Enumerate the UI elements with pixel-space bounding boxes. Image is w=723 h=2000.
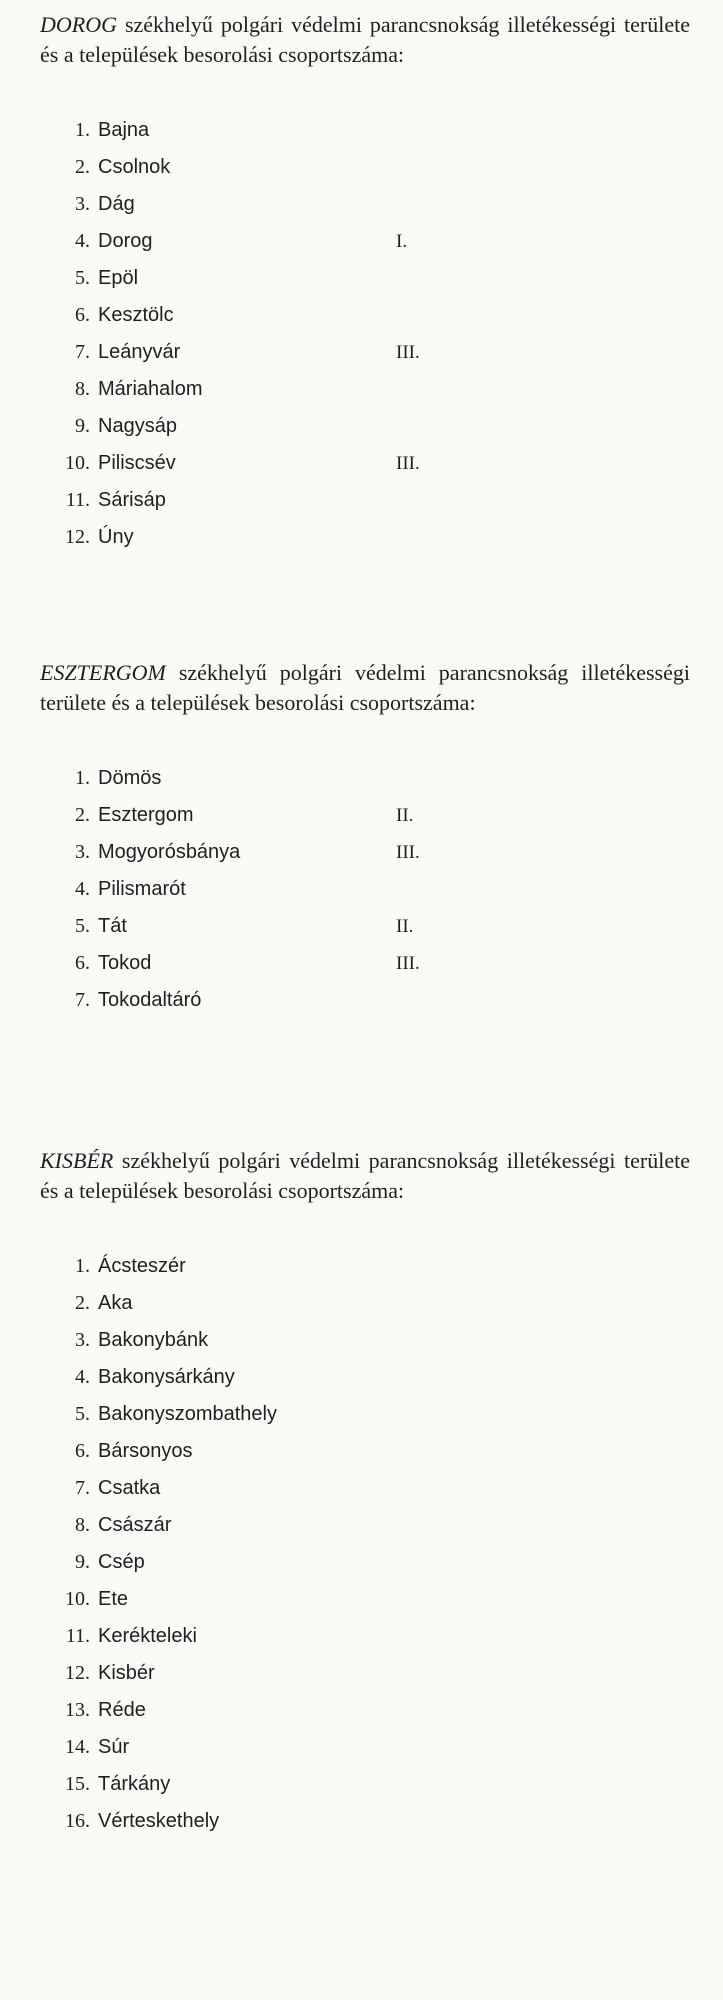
item-number: 5. (75, 915, 90, 937)
settlement-name: Csolnok (98, 156, 171, 178)
group-number: III. (396, 842, 420, 863)
settlement-name: Sárisáp (98, 489, 166, 511)
item-number: 7. (75, 1477, 90, 1499)
settlement-name: Súr (98, 1736, 130, 1758)
settlement-name: Pilismarót (98, 878, 186, 900)
settlement-name: Bakonybánk (98, 1329, 209, 1351)
list-item (54, 1803, 484, 1840)
list-item (54, 223, 484, 260)
list-item (54, 334, 484, 371)
settlement-name: Dömös (98, 767, 162, 789)
item-number: 13. (65, 1699, 90, 1721)
item-number: 6. (75, 1440, 90, 1462)
list-item (54, 186, 484, 223)
item-number: 4. (75, 1366, 90, 1388)
item-number: 9. (75, 415, 90, 437)
item-number: 2. (75, 804, 90, 826)
list-item (54, 149, 484, 186)
group-number: III. (396, 453, 420, 474)
settlement-list (54, 760, 484, 1019)
settlement-name: Császár (98, 1514, 172, 1536)
settlement-name: Máriahalom (98, 378, 203, 400)
settlement-name: Réde (98, 1699, 146, 1721)
seat-name: DOROG (40, 12, 117, 37)
list-item (54, 797, 484, 834)
list-item (54, 1544, 484, 1581)
section-dorog (40, 10, 690, 556)
item-number: 6. (75, 952, 90, 974)
settlement-name: Úny (98, 526, 134, 548)
item-number: 1. (75, 1255, 90, 1277)
settlement-name: Bakonysárkány (98, 1366, 235, 1388)
settlement-name: Mogyorósbánya (98, 841, 241, 863)
item-number: 8. (75, 378, 90, 400)
item-number: 16. (65, 1810, 90, 1832)
list-item (54, 1248, 484, 1285)
settlement-name: Kisbér (98, 1662, 155, 1684)
settlement-name: Bakonyszombathely (98, 1403, 277, 1425)
list-item (54, 112, 484, 149)
list-item (54, 1655, 484, 1692)
item-number: 1. (75, 767, 90, 789)
settlement-name: Aka (98, 1292, 133, 1314)
settlement-name: Ete (98, 1588, 129, 1610)
item-number: 12. (65, 1662, 90, 1684)
settlement-name: Dág (98, 193, 135, 215)
item-number: 5. (75, 1403, 90, 1425)
settlement-name: Kesztölc (98, 304, 174, 326)
group-number: III. (396, 342, 420, 363)
item-number: 15. (65, 1773, 90, 1795)
settlement-name: Kerékteleki (98, 1625, 197, 1647)
item-number: 10. (65, 1588, 90, 1610)
item-number: 7. (75, 341, 90, 363)
group-number: II. (396, 916, 414, 937)
heading-text: székhelyű polgári védelmi parancsnokság illetékességi területe és a települések besorolási csoportszáma: (40, 12, 690, 67)
seat-name: ESZTERGOM (40, 660, 166, 685)
list-item (54, 445, 484, 482)
section-heading (40, 10, 690, 70)
list-item (54, 1396, 484, 1433)
list-item (54, 834, 484, 871)
settlement-name: Nagysáp (98, 415, 177, 437)
item-number: 2. (75, 156, 90, 178)
list-item (54, 1581, 484, 1618)
item-number: 6. (75, 304, 90, 326)
settlement-name: Tárkány (98, 1773, 171, 1795)
settlement-name: Csép (98, 1551, 145, 1573)
settlement-name: Esztergom (98, 804, 194, 826)
list-item (54, 1359, 484, 1396)
heading-text: székhelyű polgári védelmi parancsnokság illetékességi területe és a települések besorolási csoportszáma: (40, 1148, 690, 1203)
settlement-name: Bársonyos (98, 1440, 193, 1462)
list-item (54, 482, 484, 519)
list-item (54, 1618, 484, 1655)
section-heading (40, 1146, 690, 1206)
list-item (54, 1433, 484, 1470)
settlement-name: Bajna (98, 119, 150, 141)
list-item (54, 371, 484, 408)
list-item (54, 982, 484, 1019)
seat-name: KISBÉR (40, 1148, 114, 1173)
settlement-name: Tokodaltáró (98, 989, 202, 1011)
list-item (54, 260, 484, 297)
item-number: 3. (75, 1329, 90, 1351)
list-item (54, 760, 484, 797)
settlement-name: Csatka (98, 1477, 161, 1499)
list-item (54, 297, 484, 334)
section-heading (40, 658, 690, 718)
item-number: 14. (65, 1736, 90, 1758)
list-item (54, 1285, 484, 1322)
settlement-name: Tokod (98, 952, 152, 974)
list-item (54, 871, 484, 908)
list-item (54, 1507, 484, 1544)
group-number: III. (396, 953, 420, 974)
settlement-name: Vérteskethely (98, 1810, 220, 1832)
settlement-name: Epöl (98, 267, 139, 289)
item-number: 2. (75, 1292, 90, 1314)
group-number: I. (396, 231, 408, 252)
item-number: 11. (65, 489, 90, 511)
item-number: 11. (65, 1625, 90, 1647)
settlement-name: Leányvár (98, 341, 181, 363)
item-number: 1. (75, 119, 90, 141)
heading-text: székhelyű polgári védelmi parancsnokság illetékességi területe és a települések besorolási csoportszáma: (40, 660, 690, 715)
list-item (54, 1729, 484, 1766)
list-item (54, 1766, 484, 1803)
section-esztergom (40, 658, 690, 1019)
list-item (54, 945, 484, 982)
settlement-name: Piliscsév (98, 452, 176, 474)
item-number: 3. (75, 841, 90, 863)
item-number: 4. (75, 878, 90, 900)
list-item (54, 408, 484, 445)
list-item (54, 908, 484, 945)
item-number: 8. (75, 1514, 90, 1536)
item-number: 3. (75, 193, 90, 215)
list-item (54, 1470, 484, 1507)
settlement-name: Ácsteszér (98, 1255, 186, 1277)
item-number: 7. (75, 989, 90, 1011)
item-number: 10. (65, 452, 90, 474)
settlement-name: Tát (98, 915, 127, 937)
settlement-list (54, 1248, 484, 1840)
settlement-name: Dorog (98, 230, 153, 252)
list-item (54, 1692, 484, 1729)
item-number: 4. (75, 230, 90, 252)
group-number: II. (396, 805, 414, 826)
section-kisber (40, 1146, 690, 1840)
settlement-list (54, 112, 484, 556)
item-number: 12. (65, 526, 90, 548)
list-item (54, 1322, 484, 1359)
list-item (54, 519, 484, 556)
item-number: 5. (75, 267, 90, 289)
item-number: 9. (75, 1551, 90, 1573)
